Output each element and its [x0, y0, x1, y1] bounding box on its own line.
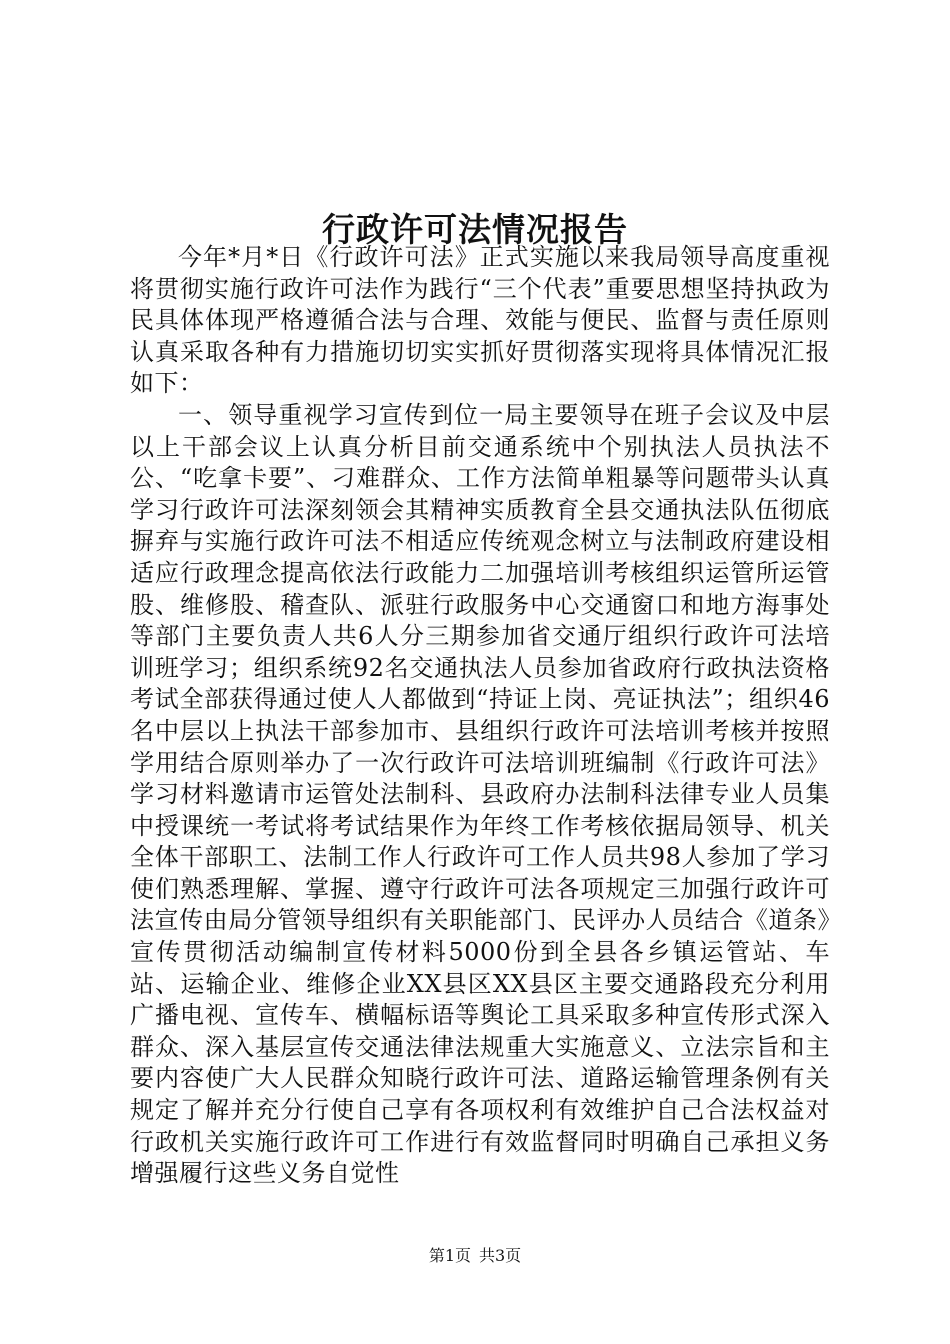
page-title: 行政许可法情况报告 [322, 210, 628, 250]
page-footer [0, 1245, 950, 1267]
document-body [130, 242, 830, 1190]
paragraph-section-one: 一、领导重视学习宣传到位一局主要领导在班子会议及中层以上干部会议上认真分析目前交通系统中个别执法人员执法不公、“吃拿卡要”、刁难群众、工作方法简单粗暴等问题带头认真学习行政许可法深刻领会其精神实质教育全县交通执法队伍彻底摒弃与实施行政许可法不相适应传统观念树立与法制政府建设相适应行政理念提高依法行政能力二加强培训考核组织运管所运管股、维修股、稽查队、派驻行政服务中心交通窗口和地方海事处等部门主要负责人共6人分三期参加省交通厅组织行政许可法培训班学习；组织系统92名交通执法人员参加省政府行政执法资格考试全部获得通过使人人都做到“持证上岗、亮证执法”；组织46名中层以上执法干部参加市、县组织行政许可法培训考核并按照学用结合原则举办了一次行政许可法培训班编制《行政许可法》学习材料邀请市运管处法制科、县政府办法制科法律专业人员集中授课统一考试将考试结果作为年终工作考核依据局领导、机关全体干部职工、法制工作人行政许可工作人员共98人参加了学习使们熟悉理解、掌握、遵守行政许可法各项规定三加强行政许可法宣传由局分管领导组织有关职能部门、民评办人员结合《道条》宣传贯彻活动编制宣传材料5000份到全县各乡镇运管站、车站、运输企业、维修企业XX县区XX县区主要交通路段充分利用广播电视、宣传车、横幅标语等舆论工具采取多种宣传形式深入群众、深入基层宣传交通法律法规重大实施意义、立法宗旨和主要内容使广大人民群众知晓行政许可法、道路运输管理条例有关规定了解并充分行使自己享有各项权利有效维护自己合法权益对行政机关实施行政许可工作进行有效监督同时明确自己承担义务增强履行这些义务自觉性 [130, 400, 830, 1188]
page-number: 第1页 [428, 1246, 471, 1265]
page-total: 共3页 [479, 1246, 522, 1265]
paragraph-intro: 今年*月*日《行政许可法》正式实施以来我局领导高度重视将贯彻实施行政许可法作为践行“三个代表”重要思想坚持执政为民具体体现严格遵循合法与合理、效能与便民、监督与责任原则认真采取各种有力措施切切实实抓好贯彻落实现将具体情况汇报如下： [130, 243, 830, 398]
